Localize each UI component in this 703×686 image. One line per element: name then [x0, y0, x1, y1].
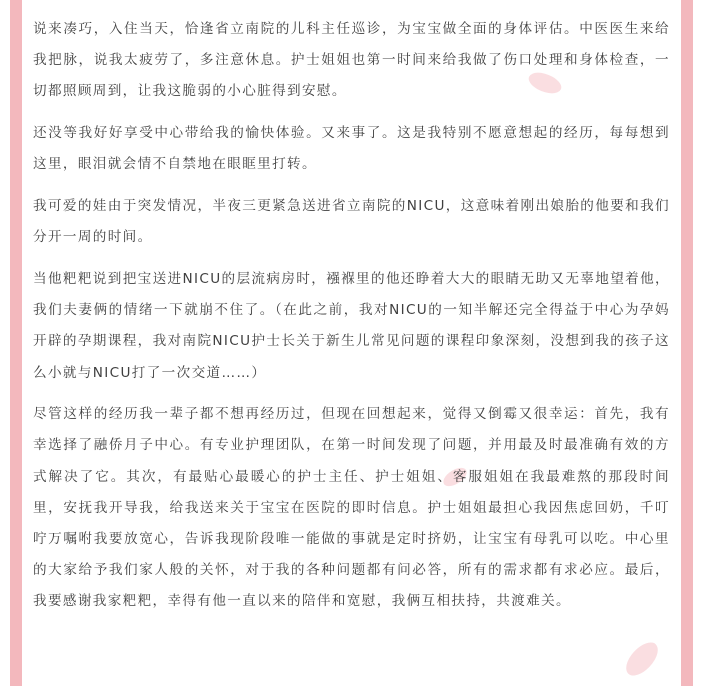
right-pink-border	[681, 0, 693, 686]
paragraph-nicu-transfer: 我可爱的娃由于突发情况，半夜三更紧急送进省立南院的NICU，这意味着刚出娘胎的他要和我们分开一周的时间。	[33, 198, 670, 246]
paragraph-checkin: 说来凑巧，入住当天，恰逢省立南院的儿科主任巡诊，为宝宝做全面的身体评估。中医医生来给我把脉，说我太疲劳了，多注意休息。护士姐姐也第一时间来给我做了伤口处理和身体检查，一切都照顾周到，让我这脆弱的小心脏得到安慰。	[33, 21, 670, 100]
left-pink-border	[10, 0, 22, 686]
paragraph-nicu-emotion: 当他粑粑说到把宝送进NICU的层流病房时，襁褓里的他还睁着大大的眼睛无助又无辜地望着他，我们夫妻俩的情绪一下就崩不住了。（在此之前，我对NICU的一知半解还完全得益于中心为孕妈开辟的孕期课程，我对南院NICU护士长关于新生儿常见问题的课程印象深刻，没想到我的孩子这么小就与NICU打了一次交道……）	[33, 270, 670, 381]
article-body	[33, 14, 670, 628]
paragraph-incident-intro: 还没等我好好享受中心带给我的愉快体验。又来事了。这是我特别不愿意想起的经历，每每想到这里，眼泪就会情不自禁地在眼眶里打转。	[33, 125, 670, 173]
petal-decoration	[620, 638, 665, 681]
paragraph-reflection: 尽管这样的经历我一辈子都不想再经历过，但现在回想起来，觉得又倒霉又很幸运：首先，我有幸选择了融侨月子中心。有专业护理团队，在第一时间发现了问题，并用最及时最准确有效的方式解决了它。其次，有最贴心最暖心的护士主任、护士姐姐、客服姐姐在我最难熬的那段时间里，安抚我开导我，给我送来关于宝宝在医院的即时信息。护士姐姐最担心我因焦虑回奶，千叮咛万嘱咐我要放宽心，告诉我现阶段唯一能做的事就是定时挤奶，让宝宝有母乳可以吃。中心里的大家给予我们家人般的关怀，对于我的各种问题都有问必答，所有的需求都有求必应。最后，我要感谢我家粑粑，幸得有他一直以来的陪伴和宽慰，我俩互相扶持，共渡难关。	[33, 406, 670, 610]
